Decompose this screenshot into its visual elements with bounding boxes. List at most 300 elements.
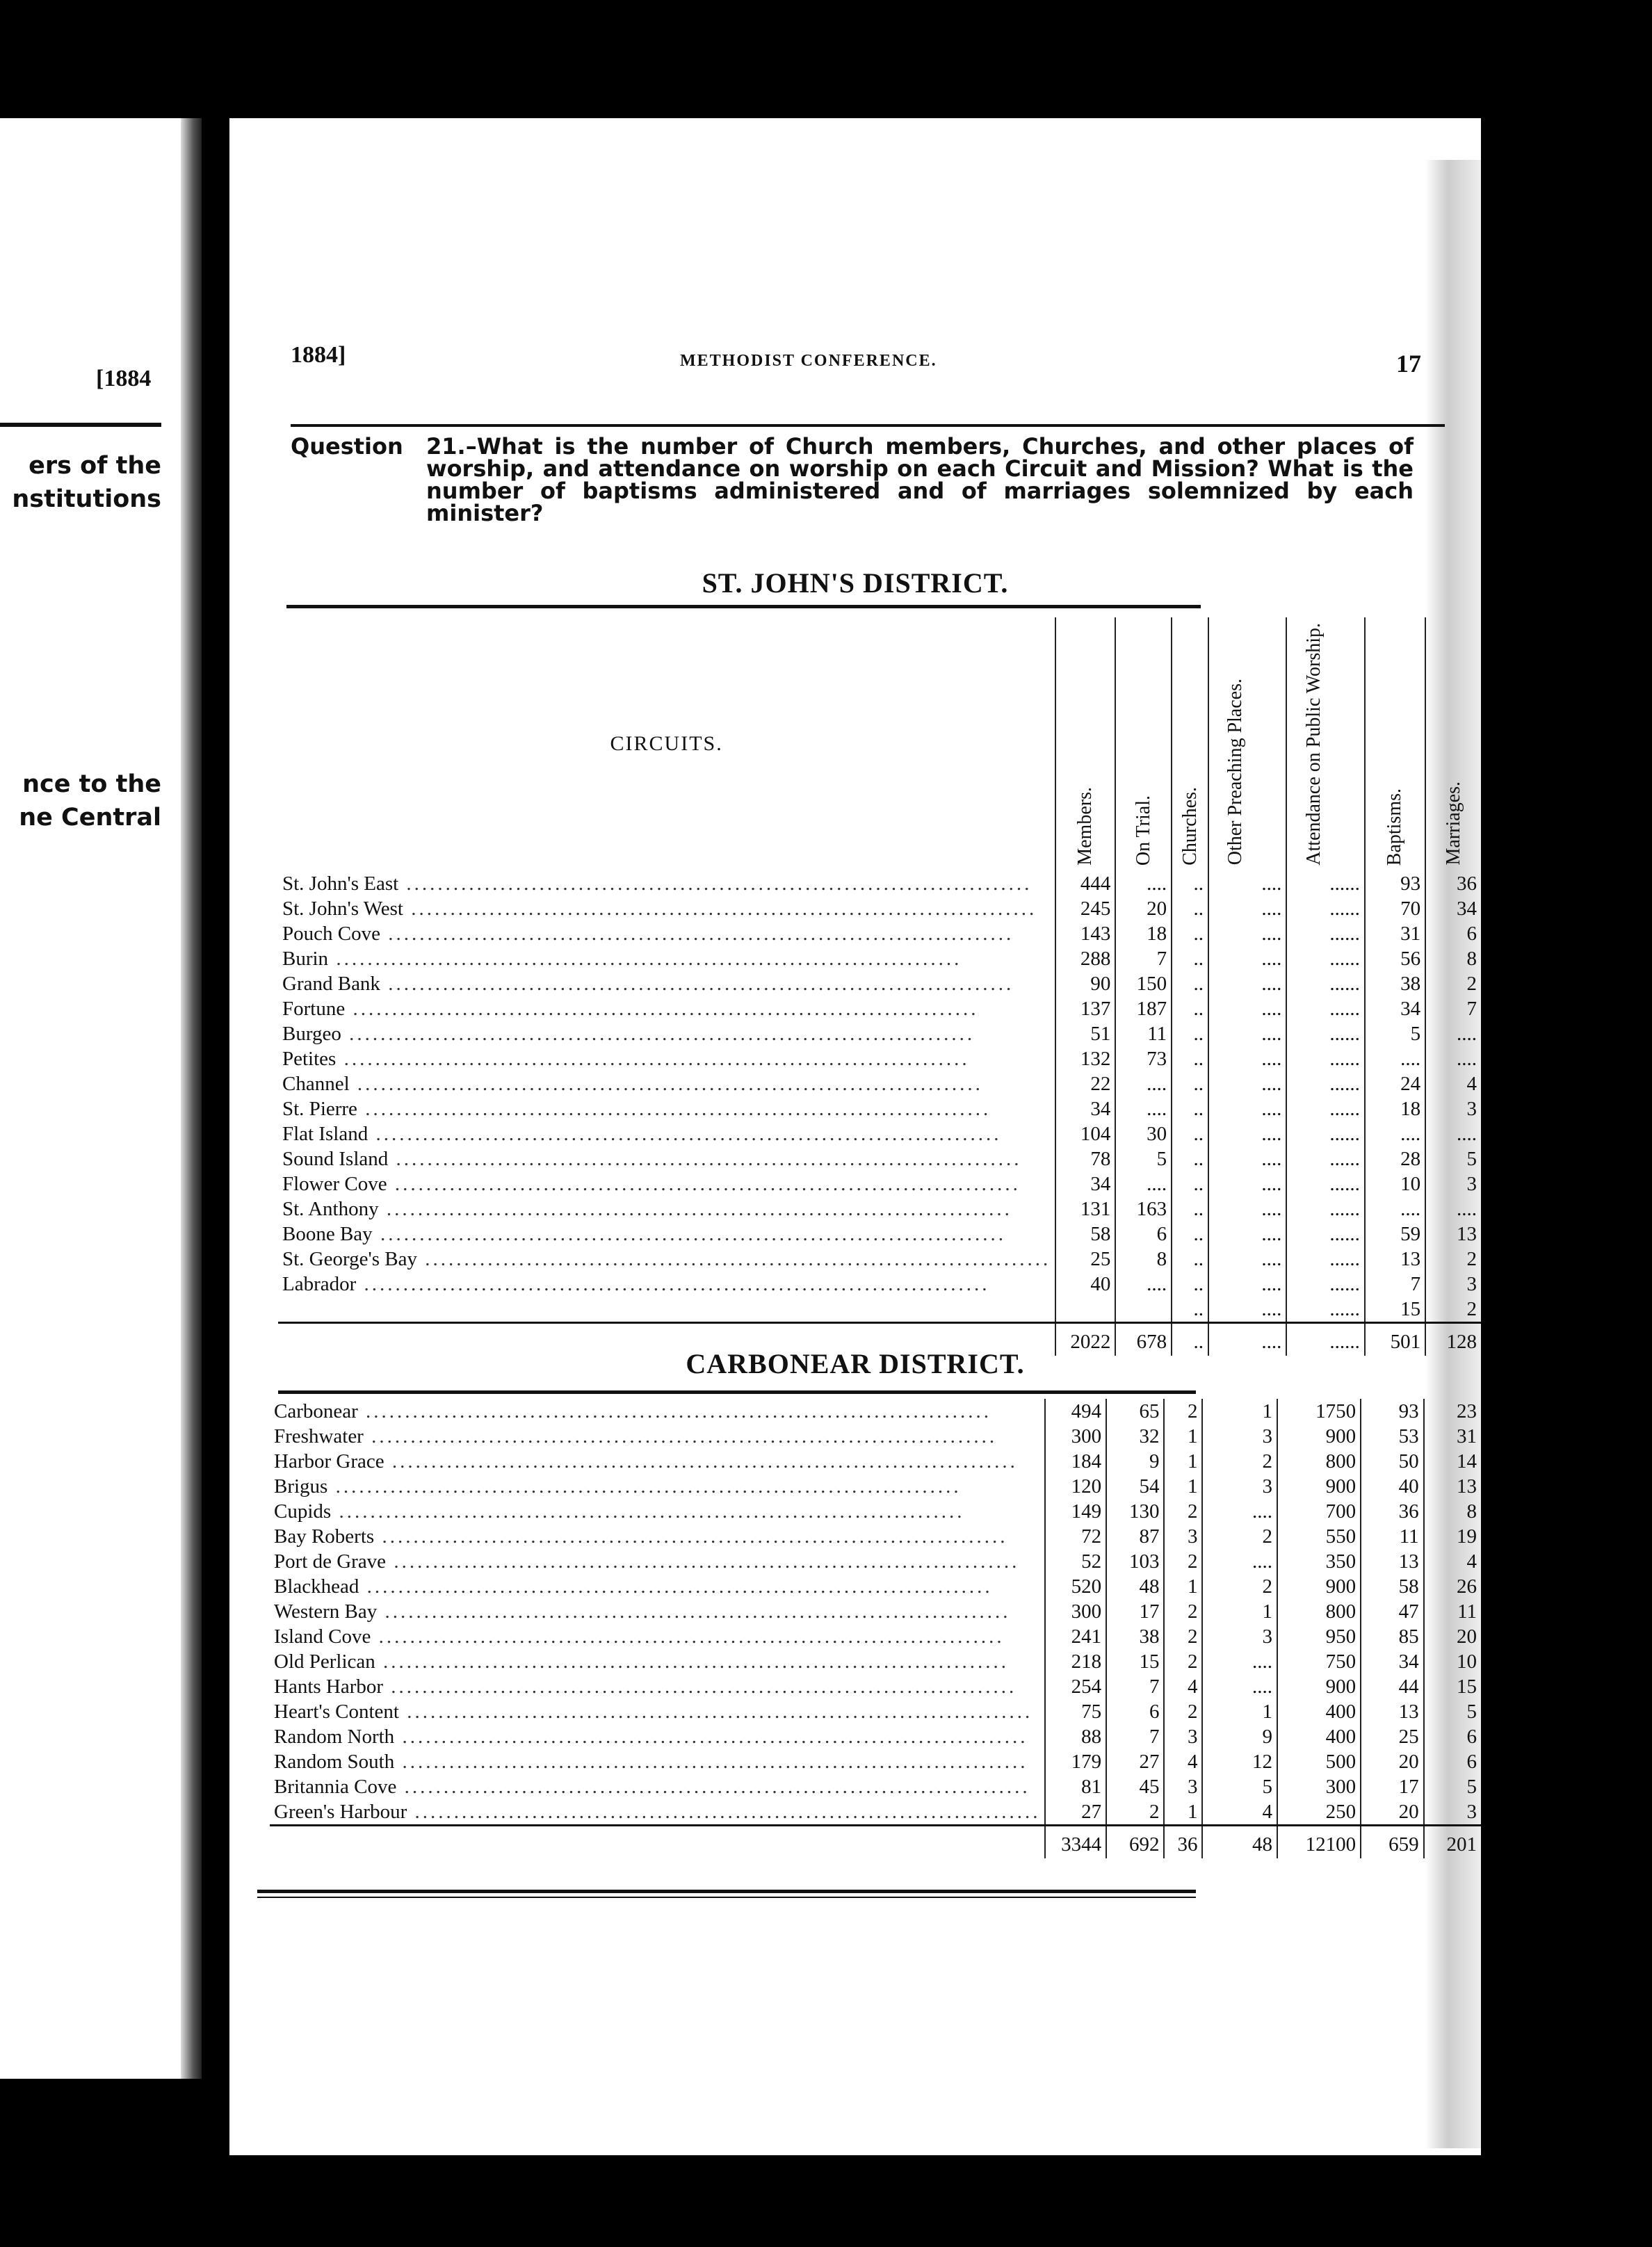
cell-trial: 2 — [1106, 1799, 1164, 1826]
table-row — [270, 1774, 1481, 1799]
dot-leader: ................................................................................ — [386, 1550, 1020, 1573]
circuit-name: Burgeo ................................................................................ — [282, 1022, 975, 1045]
table-row — [270, 1474, 1481, 1499]
cell-other: 2 — [1202, 1449, 1277, 1474]
cell-trial: 65 — [1106, 1399, 1164, 1424]
cell-other: .... — [1208, 1247, 1286, 1272]
col-attendance: Attendance on Public Worship. — [1286, 617, 1364, 871]
cell-other: .... — [1208, 921, 1286, 946]
table-row — [278, 971, 1481, 996]
cell-churches: .. — [1172, 921, 1208, 946]
dot-leader: ................................................................................ — [336, 1047, 970, 1070]
cell-baptisms: .... — [1365, 1121, 1425, 1146]
cell-baptisms: 17 — [1361, 1774, 1423, 1799]
dot-leader: ................................................................................ — [403, 897, 1037, 920]
cell-churches: 1 — [1164, 1474, 1202, 1499]
cell-marriages: 5 — [1424, 1774, 1481, 1799]
table-row — [278, 921, 1481, 946]
cell-other: .... — [1202, 1649, 1277, 1674]
circuit-name: Old Perlican ................................................................................ — [274, 1650, 1010, 1673]
circuit-name: Sound Island ................................................................................ — [282, 1147, 1022, 1170]
cell-churches: 4 — [1164, 1749, 1202, 1774]
cell-members: 218 — [1045, 1649, 1106, 1674]
table-row — [278, 1297, 1481, 1323]
cell-attend: ...... — [1286, 1121, 1364, 1146]
left-page-year: [1884 — [96, 366, 152, 391]
cell-trial: 5 — [1115, 1146, 1172, 1171]
cell-other: .... — [1208, 1171, 1286, 1196]
cell-baptisms: 20 — [1361, 1749, 1423, 1774]
cell-trial: .... — [1115, 1171, 1172, 1196]
cell-baptisms: 36 — [1361, 1499, 1423, 1524]
cell-members: 81 — [1045, 1774, 1106, 1799]
table-top-rule — [286, 605, 1201, 608]
cell-members: 104 — [1055, 1121, 1115, 1146]
cell-attend: 800 — [1277, 1449, 1361, 1474]
cell-marriages: 14 — [1424, 1449, 1481, 1474]
cell-baptisms: 13 — [1361, 1699, 1423, 1724]
cell-attend: 400 — [1277, 1724, 1361, 1749]
cell-churches: 4 — [1164, 1674, 1202, 1699]
dot-leader: ................................................................................ — [371, 1625, 1005, 1648]
circuit-name: Labrador ................................................................................ — [282, 1272, 990, 1295]
left-page-line-1: ers of the — [29, 452, 161, 480]
cell-baptisms: 13 — [1361, 1549, 1423, 1574]
cell-churches: 2 — [1164, 1599, 1202, 1624]
cell-baptisms: 34 — [1361, 1649, 1423, 1674]
cell-members: 241 — [1045, 1624, 1106, 1649]
dot-leader: ................................................................................ — [331, 1500, 965, 1523]
cell-trial: 17 — [1106, 1599, 1164, 1624]
cell-members: 120 — [1045, 1474, 1106, 1499]
cell-trial: 130 — [1106, 1499, 1164, 1524]
cell-marriages: 13 — [1425, 1222, 1481, 1247]
cell-attend: 900 — [1277, 1674, 1361, 1699]
table-row — [270, 1674, 1481, 1699]
header-title: METHODIST CONFERENCE. — [680, 352, 937, 370]
circuit-name: Random South ................................................................................ — [274, 1751, 1028, 1773]
cell-attend: ...... — [1286, 1096, 1364, 1121]
cell-churches: .. — [1172, 1096, 1208, 1121]
cell-trial: 15 — [1106, 1649, 1164, 1674]
cell-members: 90 — [1055, 971, 1115, 996]
cell-marriages: .... — [1425, 1196, 1481, 1222]
cell-other: .... — [1208, 1046, 1286, 1071]
cell-baptisms: .... — [1365, 1046, 1425, 1071]
dot-leader: ................................................................................ — [341, 1022, 975, 1045]
cell-attend: 900 — [1277, 1474, 1361, 1499]
total-other: .... — [1208, 1322, 1286, 1356]
cell-members: 34 — [1055, 1171, 1115, 1196]
cell-baptisms: 24 — [1365, 1071, 1425, 1096]
cell-attend: 1750 — [1277, 1399, 1361, 1424]
cell-trial: 7 — [1106, 1724, 1164, 1749]
cell-trial: 163 — [1115, 1196, 1172, 1222]
cell-members: 22 — [1055, 1071, 1115, 1096]
cell-other: .... — [1208, 996, 1286, 1021]
cell-churches: .. — [1172, 996, 1208, 1021]
cell-other: .... — [1208, 971, 1286, 996]
cell-churches: 2 — [1164, 1649, 1202, 1674]
table-row — [278, 1071, 1481, 1096]
circuit-name: Flat Island ................................................................................ — [282, 1122, 1002, 1145]
cell-marriages: 15 — [1424, 1674, 1481, 1699]
cell-attend: ...... — [1286, 1297, 1364, 1323]
cell-other: 9 — [1202, 1724, 1277, 1749]
circuit-name: Random North ................................................................................ — [274, 1726, 1028, 1748]
dot-leader: ................................................................................ — [374, 1525, 1008, 1548]
table-row — [270, 1624, 1481, 1649]
circuit-name: Brigus ................................................................................ — [274, 1475, 962, 1498]
cell-members: 78 — [1055, 1146, 1115, 1171]
cell-baptisms: 50 — [1361, 1449, 1423, 1474]
circuit-name: Fortune ................................................................................ — [282, 997, 979, 1020]
cell-other: 1 — [1202, 1699, 1277, 1724]
circuit-name: Boone Bay ................................................................................ — [282, 1222, 1006, 1245]
cell-other: .... — [1208, 1071, 1286, 1096]
table-row — [278, 1171, 1481, 1196]
dot-leader: ................................................................................ — [372, 1222, 1006, 1245]
cell-baptisms: 34 — [1365, 996, 1425, 1021]
cell-other: .... — [1208, 1222, 1286, 1247]
cell-marriages: 7 — [1425, 996, 1481, 1021]
cell-members: 520 — [1045, 1574, 1106, 1599]
table-row — [278, 946, 1481, 971]
cell-attend: 250 — [1277, 1799, 1361, 1826]
cell-trial: 187 — [1115, 996, 1172, 1021]
running-head — [291, 342, 1452, 377]
cell-trial — [1115, 1297, 1172, 1323]
header-year: 1884] — [291, 342, 346, 368]
cell-churches: 1 — [1164, 1799, 1202, 1826]
cell-baptisms: 70 — [1365, 896, 1425, 921]
dot-leader: ................................................................................ — [357, 1400, 992, 1422]
cell-marriages: 26 — [1424, 1574, 1481, 1599]
cell-trial: 20 — [1115, 896, 1172, 921]
cell-trial: 103 — [1106, 1549, 1164, 1574]
dot-leader: ................................................................................ — [399, 1701, 1033, 1723]
cell-other: 3 — [1202, 1624, 1277, 1649]
table-row — [278, 1021, 1481, 1046]
cell-trial: 9 — [1106, 1449, 1164, 1474]
cell-churches: .. — [1172, 1071, 1208, 1096]
circuit-name: Channel ................................................................................ — [282, 1072, 983, 1095]
cell-members: 300 — [1045, 1599, 1106, 1624]
cell-marriages: 2 — [1425, 971, 1481, 996]
col-baptisms: Baptisms. — [1365, 617, 1425, 871]
left-page-line-2: nstitutions — [12, 485, 161, 513]
cell-marriages: .... — [1425, 1046, 1481, 1071]
circuit-name: Bay Roberts ................................................................................ — [274, 1525, 1008, 1548]
cell-members: 254 — [1045, 1674, 1106, 1699]
cell-churches: 2 — [1164, 1699, 1202, 1724]
cell-churches: .. — [1172, 896, 1208, 921]
cell-marriages: .... — [1425, 1021, 1481, 1046]
cell-marriages: 3 — [1425, 1171, 1481, 1196]
table-row — [278, 1222, 1481, 1247]
cell-baptisms: 10 — [1365, 1171, 1425, 1196]
cell-other: .... — [1208, 871, 1286, 896]
cell-members: 300 — [1045, 1424, 1106, 1449]
cell-attend: 300 — [1277, 1774, 1361, 1799]
circuit-name: Freshwater ................................................................................ — [274, 1425, 998, 1447]
cell-trial: .... — [1115, 1096, 1172, 1121]
total-members: 2022 — [1055, 1322, 1115, 1356]
cell-marriages: 10 — [1424, 1649, 1481, 1674]
table-row — [270, 1599, 1481, 1624]
cell-members: 132 — [1055, 1046, 1115, 1071]
circuit-name: St. Pierre ................................................................................ — [282, 1097, 991, 1120]
col-marriages: Marriages. — [1425, 617, 1481, 871]
cell-baptisms: 40 — [1361, 1474, 1423, 1499]
cell-churches: 3 — [1164, 1524, 1202, 1549]
cell-marriages: 2 — [1425, 1297, 1481, 1323]
cell-churches: .. — [1172, 1196, 1208, 1222]
cell-trial: 30 — [1115, 1121, 1172, 1146]
header-rule — [291, 424, 1445, 427]
cell-trial: 48 — [1106, 1574, 1164, 1599]
cell-marriages: 8 — [1425, 946, 1481, 971]
table-row — [278, 1121, 1481, 1146]
cell-baptisms: 25 — [1361, 1724, 1423, 1749]
cell-baptisms: 18 — [1365, 1096, 1425, 1121]
cell-attend: ...... — [1286, 1196, 1364, 1222]
circuit-name: Blackhead ................................................................................ — [274, 1575, 993, 1598]
cell-members: 184 — [1045, 1449, 1106, 1474]
cell-trial: 18 — [1115, 921, 1172, 946]
cell-baptisms: 11 — [1361, 1524, 1423, 1549]
cell-trial: 7 — [1115, 946, 1172, 971]
cell-other: .... — [1208, 1196, 1286, 1222]
dot-leader: ................................................................................ — [356, 1272, 990, 1295]
cell-attend: 950 — [1277, 1624, 1361, 1649]
circuit-name: Hants Harbor ................................................................................ — [274, 1676, 1017, 1698]
cell-trial: .... — [1115, 871, 1172, 896]
table-row — [270, 1724, 1481, 1749]
cell-churches: .. — [1172, 1272, 1208, 1297]
cell-other: 3 — [1202, 1424, 1277, 1449]
cell-marriages: 36 — [1425, 871, 1481, 896]
cell-churches: .. — [1172, 871, 1208, 896]
table-row — [278, 1046, 1481, 1071]
cell-attend: ...... — [1286, 971, 1364, 996]
cell-baptisms: 85 — [1361, 1624, 1423, 1649]
cell-baptisms: 47 — [1361, 1599, 1423, 1624]
cell-baptisms: 44 — [1361, 1674, 1423, 1699]
circuit-name: Grand Bank ................................................................................ — [282, 972, 1014, 995]
cell-churches: 2 — [1164, 1499, 1202, 1524]
table-row — [270, 1799, 1481, 1826]
cell-other: .... — [1208, 1146, 1286, 1171]
carbonear-top-rule — [278, 1390, 1196, 1394]
cell-marriages: 34 — [1425, 896, 1481, 921]
cell-other: 1 — [1202, 1599, 1277, 1624]
cell-attend: ...... — [1286, 946, 1364, 971]
dot-leader: ................................................................................ — [349, 1072, 983, 1095]
cell-attend: 700 — [1277, 1499, 1361, 1524]
cell-baptisms: .... — [1365, 1196, 1425, 1222]
cell-trial: 32 — [1106, 1424, 1164, 1449]
cell-other: 3 — [1202, 1474, 1277, 1499]
dot-leader: ................................................................................ — [394, 1726, 1028, 1748]
circuit-name — [278, 1297, 1055, 1323]
cell-members: 27 — [1045, 1799, 1106, 1826]
cell-baptisms: 5 — [1365, 1021, 1425, 1046]
cell-baptisms: 56 — [1365, 946, 1425, 971]
cell-marriages: 31 — [1424, 1424, 1481, 1449]
cell-attend: 400 — [1277, 1699, 1361, 1724]
cell-members: 75 — [1045, 1699, 1106, 1724]
cell-trial: 73 — [1115, 1046, 1172, 1071]
circuit-name: Harbor Grace ................................................................................ — [274, 1450, 1018, 1473]
cell-attend: ...... — [1286, 1071, 1364, 1096]
cell-other: .... — [1208, 896, 1286, 921]
circuit-name: Pouch Cove ................................................................................ — [282, 922, 1014, 945]
table-row — [270, 1749, 1481, 1774]
total-members: 3344 — [1045, 1826, 1106, 1859]
question-text: 21.–What is the number of Church members, Churches, and other places of worship, and attendance on worship on each Circuit and Mission? What is the number of baptisms administered and of marriages solemnized by each minister? — [426, 433, 1414, 526]
circuit-name: Britannia Cove ................................................................................ — [274, 1776, 1030, 1798]
left-page-line-3: nce to the — [22, 770, 161, 798]
col-members: Members. — [1055, 617, 1115, 871]
cell-marriages: 6 — [1424, 1749, 1481, 1774]
cell-marriages: 20 — [1424, 1624, 1481, 1649]
cell-trial: 8 — [1115, 1247, 1172, 1272]
table-row — [270, 1424, 1481, 1449]
page-number: 17 — [1396, 350, 1421, 378]
cell-attend: ...... — [1286, 1222, 1364, 1247]
dot-leader: ................................................................................ — [380, 972, 1014, 995]
table-row — [270, 1524, 1481, 1549]
cell-churches: .. — [1172, 1146, 1208, 1171]
total-row — [270, 1826, 1481, 1859]
cell-trial: 45 — [1106, 1774, 1164, 1799]
cell-other: .... — [1208, 1121, 1286, 1146]
table-row — [278, 896, 1481, 921]
cell-members: 72 — [1045, 1524, 1106, 1549]
cell-baptisms: 15 — [1365, 1297, 1425, 1323]
circuit-name: Heart's Content ................................................................................ — [274, 1701, 1033, 1723]
dot-leader: ................................................................................ — [359, 1575, 993, 1598]
cell-attend: ...... — [1286, 896, 1364, 921]
cell-attend: 900 — [1277, 1574, 1361, 1599]
cell-marriages: 19 — [1424, 1524, 1481, 1549]
cell-churches: .. — [1172, 1021, 1208, 1046]
cell-other: .... — [1202, 1674, 1277, 1699]
circuit-name: Burin ................................................................................ — [282, 947, 962, 970]
cell-churches: 1 — [1164, 1449, 1202, 1474]
table-row — [270, 1399, 1481, 1424]
circuit-name: Western Bay ................................................................................ — [274, 1600, 1011, 1623]
total-marriages: 201 — [1424, 1826, 1481, 1859]
circuit-name: St. John's West ................................................................................ — [282, 897, 1037, 920]
total-attend: ...... — [1286, 1322, 1364, 1356]
cell-marriages: .... — [1425, 1121, 1481, 1146]
cell-other: 5 — [1202, 1774, 1277, 1799]
table-row — [278, 1272, 1481, 1297]
cell-churches: 2 — [1164, 1624, 1202, 1649]
cell-churches: 2 — [1164, 1549, 1202, 1574]
circuit-name: St. John's East ................................................................................ — [282, 872, 1032, 895]
cell-attend: 550 — [1277, 1524, 1361, 1549]
cell-other: 4 — [1202, 1799, 1277, 1826]
dot-leader: ................................................................................ — [380, 922, 1014, 945]
table-row — [270, 1449, 1481, 1474]
cell-members: 143 — [1055, 921, 1115, 946]
cell-trial: 150 — [1115, 971, 1172, 996]
cell-trial: 38 — [1106, 1624, 1164, 1649]
cell-attend: ...... — [1286, 921, 1364, 946]
dot-leader: ................................................................................ — [388, 1147, 1022, 1170]
cell-attend: 350 — [1277, 1549, 1361, 1574]
cell-attend: 900 — [1277, 1424, 1361, 1449]
cell-trial: .... — [1115, 1272, 1172, 1297]
total-churches: 36 — [1164, 1826, 1202, 1859]
cell-churches: 1 — [1164, 1574, 1202, 1599]
total-baptisms: 501 — [1365, 1322, 1425, 1356]
cell-attend: ...... — [1286, 1272, 1364, 1297]
cell-churches: .. — [1172, 1297, 1208, 1323]
cell-churches: .. — [1172, 1247, 1208, 1272]
dot-leader: ................................................................................ — [396, 1776, 1030, 1798]
cell-marriages: 11 — [1424, 1599, 1481, 1624]
table-header-row — [278, 617, 1481, 871]
cell-members: 131 — [1055, 1196, 1115, 1222]
cell-baptisms: 7 — [1365, 1272, 1425, 1297]
table-row — [278, 1096, 1481, 1121]
cell-attend: 750 — [1277, 1649, 1361, 1674]
cell-members: 179 — [1045, 1749, 1106, 1774]
cell-members: 88 — [1045, 1724, 1106, 1749]
total-trial: 692 — [1106, 1826, 1164, 1859]
cell-attend: 500 — [1277, 1749, 1361, 1774]
dot-leader: ................................................................................ — [327, 1475, 962, 1498]
cell-members: 40 — [1055, 1272, 1115, 1297]
circuit-name: St. Anthony ................................................................................ — [282, 1197, 1012, 1220]
cell-churches: .. — [1172, 1121, 1208, 1146]
dot-leader: ................................................................................ — [363, 1425, 998, 1447]
cell-members: 288 — [1055, 946, 1115, 971]
dot-leader: ................................................................................ — [345, 997, 979, 1020]
cell-baptisms: 93 — [1365, 871, 1425, 896]
cell-churches: .. — [1172, 1222, 1208, 1247]
cell-baptisms: 13 — [1365, 1247, 1425, 1272]
cell-attend: ...... — [1286, 1247, 1364, 1272]
dot-leader: ................................................................................ — [328, 947, 962, 970]
cell-baptisms: 38 — [1365, 971, 1425, 996]
table-row — [278, 996, 1481, 1021]
cell-other: .... — [1202, 1549, 1277, 1574]
cell-churches: 3 — [1164, 1774, 1202, 1799]
cell-trial: 27 — [1106, 1749, 1164, 1774]
cell-attend: ...... — [1286, 1146, 1364, 1171]
left-page — [0, 118, 202, 2079]
cell-baptisms: 53 — [1361, 1424, 1423, 1449]
dot-leader: ................................................................................ — [357, 1097, 991, 1120]
carbonear-district-title: CARBONEAR DISTRICT. — [686, 1348, 1025, 1379]
cell-members: 34 — [1055, 1096, 1115, 1121]
cell-churches: 3 — [1164, 1724, 1202, 1749]
cell-baptisms: 20 — [1361, 1799, 1423, 1826]
cell-members — [1055, 1297, 1115, 1323]
col-circuits: CIRCUITS. — [610, 732, 723, 756]
table-row — [278, 1196, 1481, 1222]
table-bottom-rule-thin — [257, 1897, 1196, 1898]
cell-trial: .... — [1115, 1071, 1172, 1096]
left-page-line-4: ne Central — [19, 804, 161, 832]
dot-leader: ................................................................................ — [383, 1676, 1017, 1698]
table-row — [270, 1649, 1481, 1674]
